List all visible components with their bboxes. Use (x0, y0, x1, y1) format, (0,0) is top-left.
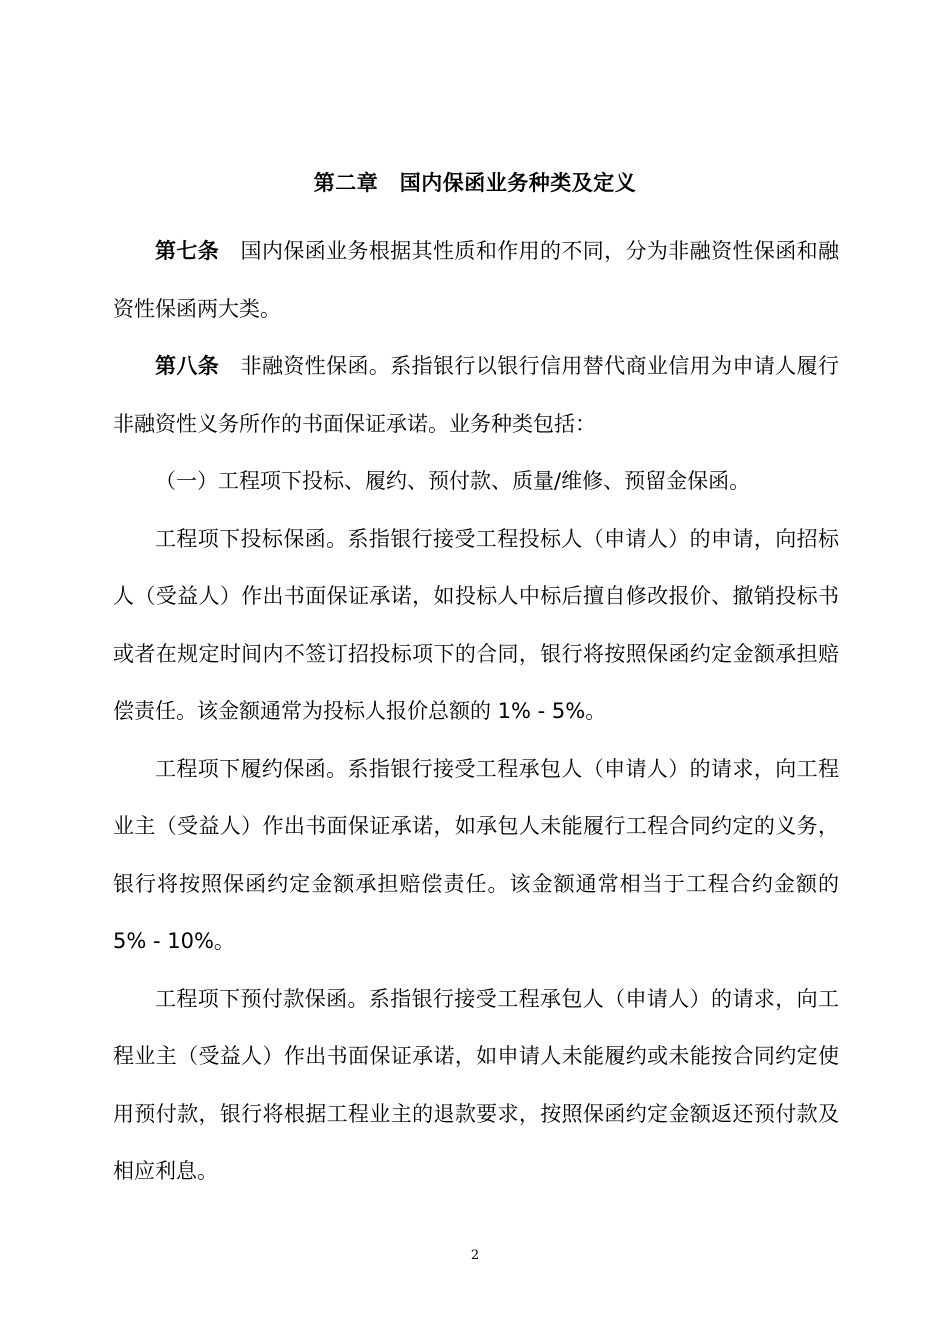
paragraph-text: 非融资性保函。系指银行以银行信用替代商业信用为申请人履行非融资性义务所作的书面保证承诺。业务种类包括： (113, 354, 840, 436)
paragraph-bid-guarantee (113, 511, 839, 741)
chapter-title: 第二章 国内保函业务种类及定义 (313, 171, 637, 195)
page-number: 2 (470, 1248, 480, 1263)
paragraph-advance-payment-guarantee (113, 971, 839, 1201)
paragraph-text: 工程项下投标保函。系指银行接受工程投标人（申请人）的申请，向招标人（受益人）作出书面保证承诺，如投标人中标后擅自修改报价、撤销投标书或者在规定时间内不签订招投标项下的合同，银行将按照保函约定金额承担赔偿责任。该金额通常为投标人报价总额的 1% - 5%。 (113, 526, 839, 723)
paragraph-text: （一）工程项下投标、履约、预付款、质量/维修、预留金保函。 (155, 469, 751, 493)
paragraph-text: 工程项下预付款保函。系指银行接受工程承包人（申请人）的请求，向工程业主（受益人）作出书面保证承诺，如申请人未能履约或未能按合同约定使用预付款，银行将根据工程业主的退款要求，按照保函约定金额返还预付款及相应利息。 (113, 986, 839, 1183)
article-number: 第八条 (155, 354, 220, 378)
body-text (113, 223, 839, 1201)
paragraph-performance-guarantee (113, 741, 839, 971)
paragraph-article-7 (113, 223, 839, 338)
paragraph-text: 工程项下履约保函。系指银行接受工程承包人（申请人）的请求，向工程业主（受益人）作出书面保证承诺，如承包人未能履行工程合同约定的义务，银行将按照保函约定金额承担赔偿责任。该金额通常相当于工程合约金额的 5% - 10%。 (113, 756, 839, 953)
article-number: 第七条 (155, 239, 220, 263)
paragraph-item-1 (113, 453, 839, 511)
paragraph-article-8 (113, 338, 839, 453)
paragraph-text: 国内保函业务根据其性质和作用的不同，分为非融资性保函和融资性保函两大类。 (113, 239, 840, 321)
